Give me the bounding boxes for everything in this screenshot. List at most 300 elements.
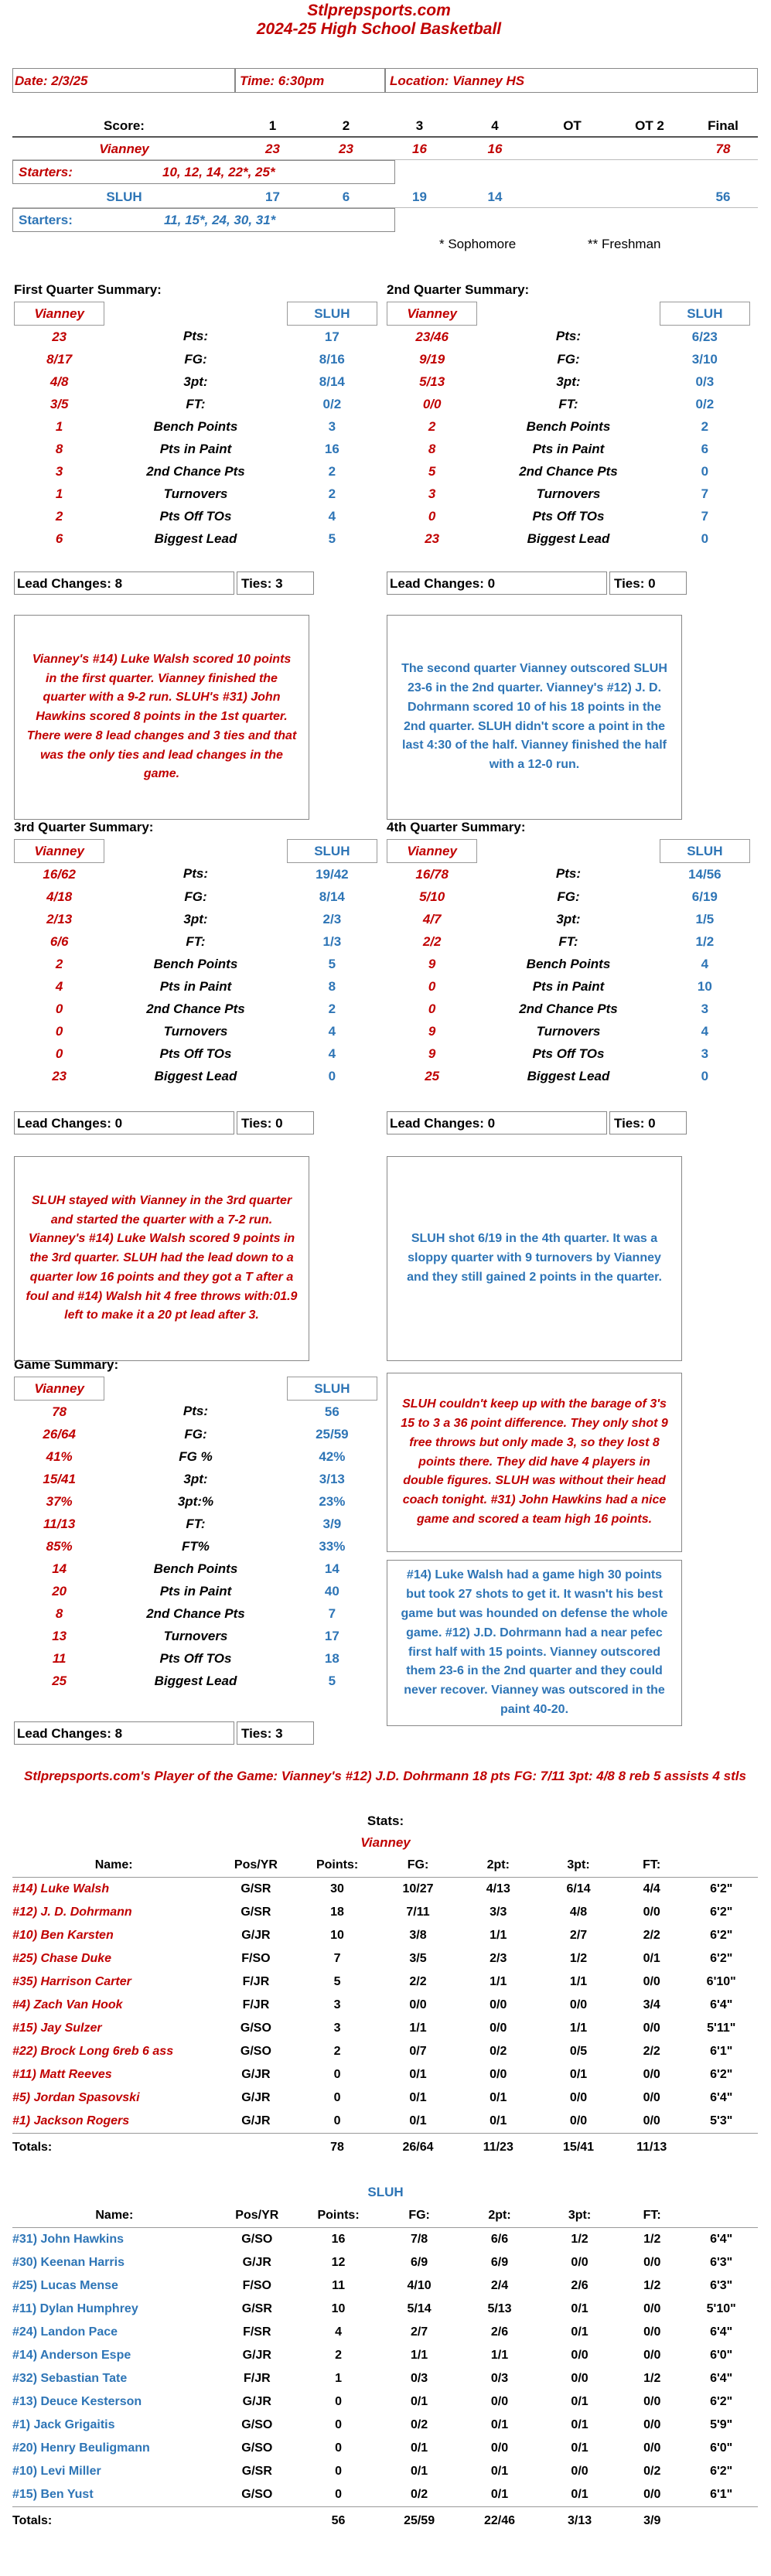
player-stat: 0/1: [409, 2114, 427, 2127]
table-row: [12, 1994, 758, 2017]
game-date: Date: 2/3/25: [15, 73, 88, 88]
player-stat: 6'4": [710, 2372, 733, 2385]
vianney-header-cell: 3pt:: [538, 1854, 619, 1878]
quarter2-away-value: 0: [701, 531, 709, 546]
quarter2-row: [387, 527, 750, 550]
quarter3-row: [15, 1020, 377, 1042]
quarter1-away-value: 5: [328, 531, 336, 546]
sluh-header-cell: FT:: [619, 2204, 684, 2228]
player-stat: 0/0: [569, 1998, 588, 2011]
sluh-total-cell: Totals:: [12, 2507, 217, 2536]
player-stat: 1/1: [490, 1975, 507, 1988]
quarter3-title: 3rd Quarter Summary:: [14, 820, 154, 834]
quarter3-away-value: 8/14: [319, 889, 345, 904]
quarter4-row: [387, 885, 750, 908]
player-stat: 0/1: [490, 2091, 507, 2104]
player-stat: 2/7: [410, 2325, 428, 2339]
player-name: #25) Chase Duke: [12, 1952, 112, 1965]
quarter2-row: [387, 460, 750, 483]
sluh-header-cell: [684, 2204, 758, 2228]
sluh-totals-row: [12, 2507, 758, 2536]
player-stat: 0/0: [490, 1998, 507, 2011]
score-header-cell: 4: [491, 118, 499, 133]
quarter2-home-value: 0: [428, 508, 436, 524]
player-stat: 6'2": [710, 2465, 733, 2478]
table-row: [12, 2414, 758, 2437]
sluh-total-cell: 3/13: [540, 2507, 619, 2536]
player-stat: G/JR: [241, 2091, 271, 2104]
quarter3-stat-label: Turnovers: [163, 1023, 228, 1039]
player-stat: 6'2": [710, 1952, 733, 1965]
player-stat: 0/7: [409, 2045, 427, 2058]
quarter4-blank: [477, 840, 660, 863]
quarter2-away-value: 0/2: [695, 396, 715, 411]
quarter2-stat-label: FG:: [557, 351, 580, 367]
player-stat: F/SO: [241, 1952, 271, 1965]
game-summary-row: [15, 1670, 377, 1692]
game-summary-away-value: 17: [324, 1628, 339, 1643]
table-row: [12, 1970, 758, 1994]
quarter3-row: [15, 998, 377, 1020]
quarter4-stat-label: 2nd Chance Pts: [519, 1001, 618, 1016]
quarter2-stat-label: 3pt:: [556, 374, 581, 389]
quarter2-lead-changes: Lead Changes: 0: [390, 576, 496, 591]
quarter1-away-value: 17: [324, 329, 339, 344]
player-stat: 0/2: [490, 2045, 507, 2058]
player-stat: 6'1": [710, 2045, 733, 2058]
player-name: #14) Anderson Espe: [12, 2349, 131, 2362]
quarter2-away-value: 0: [701, 463, 709, 479]
quarter4-home-value: 25: [425, 1068, 440, 1083]
quarter3-away-value: 2: [328, 1001, 336, 1016]
quarter1-away-value: 8/14: [319, 374, 345, 389]
game-summary-stat-label: FG %: [179, 1448, 213, 1464]
game-summary-home-value: 14: [52, 1561, 67, 1576]
quarter3-stat-label: Pts:: [183, 866, 209, 882]
quarter2-note: The second quarter Vianney outscored SLUH 23-6 in the 2nd quarter. Vianney's #12) J. D. Dohrmann scored 10 of his 18 points in the 2nd quarter. SLUH didn't score a point in the last 4:30 of the half. Vianney finished the half with a 12-0 run.: [387, 615, 682, 820]
away-starters-label: Starters:: [19, 213, 73, 227]
game-summary-away-value: 23%: [319, 1493, 346, 1509]
game-summary-home-value: 8: [55, 1605, 63, 1621]
game-summary-title: Game Summary:: [14, 1357, 119, 1372]
quarter1-lead-changes: Lead Changes: 8: [17, 576, 123, 591]
player-stat: 6'0": [710, 2441, 733, 2455]
player-stat: 3/8: [409, 1929, 427, 1942]
quarter2-home-value: 9/19: [419, 351, 445, 367]
player-stat: 0/1: [410, 2441, 428, 2455]
player-stat: G/JR: [242, 2395, 271, 2408]
quarter4-stat-label: 3pt:: [556, 911, 581, 926]
player-stat: G/JR: [242, 2349, 271, 2362]
game-summary-away-value: 33%: [319, 1538, 346, 1554]
quarter2-away-value: 6: [701, 441, 709, 456]
vianney-total-cell: [215, 2134, 296, 2162]
quarter4-home-value: 2/2: [422, 933, 442, 949]
player-stat: 0/2: [410, 2488, 428, 2501]
player-stat: 0/0: [643, 2114, 660, 2127]
quarter1-home-value: 3: [55, 463, 63, 479]
player-stat: 1/1: [409, 2022, 427, 2035]
game-summary-home-label: Vianney: [15, 1377, 104, 1401]
table-row: [12, 2437, 758, 2460]
quarter4-stat-label: Bench Points: [526, 956, 611, 971]
player-stat: 0: [333, 2091, 341, 2104]
vianney-header-cell: Pos/YR: [215, 1854, 296, 1878]
quarter2-stat-label: Biggest Lead: [527, 531, 610, 546]
player-stat: G/SR: [241, 1882, 271, 1895]
player-stat: 7/11: [406, 1906, 430, 1919]
game-lead-box: [14, 1721, 234, 1745]
table-row: [12, 2367, 758, 2390]
player-stat: 0/1: [571, 2418, 588, 2431]
quarter3-home-value: 6/6: [49, 933, 69, 949]
player-stat: 0/0: [643, 2418, 661, 2431]
sluh-total-cell: 56: [298, 2507, 379, 2536]
quarter2-home-value: 0/0: [422, 396, 442, 411]
player-stat: 0: [335, 2418, 342, 2431]
vianney-stats-table: [12, 1854, 758, 2161]
quarter1-blank: [104, 302, 287, 326]
game-summary-away-value: 42%: [319, 1448, 346, 1464]
vianney-header-cell: FT:: [619, 1854, 685, 1878]
game-summary-table: [14, 1377, 377, 1692]
quarter2-row: [387, 326, 750, 349]
quarter3-stat-label: Biggest Lead: [154, 1068, 237, 1083]
player-stat: G/SO: [241, 2233, 273, 2246]
game-location: Location: Vianney HS: [390, 73, 525, 88]
quarter1-stat-label: FG:: [184, 351, 207, 367]
quarter2-away-value: 2: [701, 418, 709, 434]
player-name: #11) Dylan Humphrey: [12, 2302, 138, 2315]
quarter1-note: Vianney's #14) Luke Walsh scored 10 points in the first quarter. Vianney finished the quarter with a 9-2 run. SLUH's #31) John Hawkins scored 8 points in the 1st quarter. There were 8 lead changes and 3 ties and that was the only ties and lead changes in the game.: [14, 615, 309, 820]
table-row: [12, 2086, 758, 2110]
player-stat: 0/0: [571, 2256, 588, 2269]
player-stat: 0/0: [643, 2395, 661, 2408]
quarter2-row: [387, 438, 750, 460]
player-stat: 0/0: [490, 2395, 509, 2408]
player-name: #12) J. D. Dohrmann: [12, 1906, 132, 1919]
player-stat: 4: [335, 2325, 342, 2339]
quarter2-row: [387, 348, 750, 370]
quarter3-away-value: 19/42: [316, 866, 349, 882]
player-stat: 6'4": [710, 2325, 733, 2339]
vianney-total-cell: 26/64: [378, 2134, 459, 2162]
away-starters: 11, 15*, 24, 30, 31*: [164, 213, 276, 227]
quarter4-home-value: 0: [428, 1001, 436, 1016]
game-summary-away-label: SLUH: [287, 1377, 377, 1401]
player-stat: 0/0: [571, 2465, 588, 2478]
table-row: [12, 2063, 758, 2086]
player-stat: 0/1: [490, 2418, 509, 2431]
quarter1-row: [15, 527, 377, 550]
player-stat: 0: [335, 2395, 342, 2408]
quarter3-row: [15, 1042, 377, 1065]
player-stat: 1/1: [410, 2349, 428, 2362]
player-stat: 5'11": [707, 2022, 736, 2035]
quarter1-row: [15, 438, 377, 460]
freshman-note: ** Freshman: [588, 237, 661, 251]
table-row: [12, 2251, 758, 2274]
sluh-total-cell: 22/46: [459, 2507, 540, 2536]
table-row: [12, 2110, 758, 2134]
quarter3-stat-label: FG:: [184, 889, 207, 904]
sluh-header-cell: 2pt:: [459, 2204, 540, 2228]
player-stat: 0/0: [643, 2325, 661, 2339]
quarter1-home-value: 4/8: [49, 374, 69, 389]
vianney-total-cell: 11/13: [619, 2134, 685, 2162]
quarter2-row: [387, 370, 750, 393]
quarter3-away-value: 5: [328, 956, 336, 971]
vianney-header-cell: [684, 1854, 758, 1878]
game-summary-stat-label: Bench Points: [153, 1561, 238, 1576]
quarter2-row: [387, 483, 750, 505]
player-stat: 3: [333, 2022, 341, 2035]
player-stat: 6'2": [710, 2068, 733, 2081]
score-header-cell: OT: [563, 118, 582, 133]
quarter4-stat-label: Turnovers: [536, 1023, 601, 1039]
table-row: [12, 2390, 758, 2414]
quarter2-blank: [477, 302, 660, 326]
player-of-the-game: Stlprepsports.com's Player of the Game: Vianney's #12) J.D. Dohrmann 18 pts FG: 7/11 3pt: 4/8 8 reb 5 assists 4 stls: [24, 1769, 746, 1783]
player-stat: 2/3: [490, 1952, 507, 1965]
away-score-cell: 56: [715, 189, 731, 204]
quarter3-home-value: 4: [55, 978, 63, 994]
game-summary-home-value: 78: [52, 1404, 67, 1419]
player-stat: 1/2: [571, 2233, 588, 2246]
score-header-cell: OT 2: [635, 118, 664, 133]
quarter4-lead-changes: Lead Changes: 0: [390, 1116, 496, 1131]
quarter3-lead-box: [14, 1111, 234, 1134]
quarter2-stat-label: 2nd Chance Pts: [519, 463, 618, 479]
player-stat: 2: [335, 2349, 342, 2362]
table-row: [12, 2483, 758, 2507]
vianney-total-cell: 78: [297, 2134, 378, 2162]
quarter1-stat-label: 2nd Chance Pts: [146, 463, 245, 479]
table-row: [12, 1924, 758, 1947]
score-header-cell: 1: [268, 118, 277, 133]
quarter1-away-value: 16: [324, 441, 339, 456]
player-stat: 6'4": [710, 1998, 733, 2011]
quarter4-stat-label: FG:: [557, 889, 580, 904]
player-stat: 0/0: [643, 2091, 660, 2104]
sluh-total-cell: 25/59: [379, 2507, 459, 2536]
player-stat: 1/2: [643, 2279, 661, 2292]
player-stat: F/SO: [242, 2279, 271, 2292]
stats-title: Stats:: [367, 1813, 404, 1828]
player-name: #5) Jordan Spasovski: [12, 2091, 140, 2104]
quarter4-stat-label: Pts:: [555, 866, 582, 882]
table-row: [12, 2460, 758, 2483]
quarter1-row: [15, 326, 377, 349]
quarter4-away-value: 4: [701, 1023, 709, 1039]
player-stat: 5'9": [710, 2418, 733, 2431]
game-summary-home-value: 85%: [46, 1538, 73, 1554]
quarter4-stat-label: Pts Off TOs: [532, 1046, 605, 1061]
home-score-cell: 16: [412, 142, 427, 156]
player-stat: 1: [335, 2372, 342, 2385]
quarter1-away-value: 0/2: [322, 396, 342, 411]
player-stat: 6'2": [710, 2395, 733, 2408]
player-stat: 5: [333, 1975, 341, 1988]
player-stat: 4/13: [486, 1882, 510, 1895]
game-summary-away-value: 25/59: [316, 1426, 349, 1442]
game-summary-home-value: 11/13: [43, 1516, 76, 1531]
quarter2-home-label: Vianney: [387, 302, 477, 326]
player-stat: 0/0: [643, 2302, 661, 2315]
player-stat: 0/0: [643, 1975, 660, 1988]
player-stat: 1/2: [643, 2372, 661, 2385]
player-stat: 6/9: [490, 2256, 509, 2269]
player-stat: 6'4": [710, 2233, 733, 2246]
player-name: #15) Ben Yust: [12, 2488, 94, 2501]
sluh-header-cell: Points:: [298, 2204, 379, 2228]
quarter3-home-label: Vianney: [15, 840, 104, 863]
quarter4-row: [387, 1020, 750, 1042]
quarter2-home-value: 3: [428, 486, 436, 501]
game-summary-row: [15, 1602, 377, 1625]
quarter4-away-value: 3: [701, 1001, 709, 1016]
player-stat: 0: [335, 2465, 342, 2478]
quarter1-row: [15, 460, 377, 483]
sluh-total-cell: [217, 2507, 298, 2536]
quarter2-stat-label: FT:: [558, 396, 578, 411]
quarter2-title: 2nd Quarter Summary:: [387, 282, 530, 297]
player-name: #22) Brock Long 6reb 6 ass: [12, 2045, 174, 2058]
quarter3-home-value: 23: [52, 1068, 67, 1083]
game-summary-away-value: 14: [324, 1561, 339, 1576]
player-stat: 0/0: [643, 2022, 660, 2035]
quarter3-home-value: 0: [55, 1023, 63, 1039]
quarter4-home-value: 9: [428, 1023, 436, 1039]
player-name: #31) John Hawkins: [12, 2233, 125, 2246]
away-score-cell: 6: [342, 189, 350, 204]
quarter4-away-value: 4: [701, 956, 709, 971]
player-name: #1) Jackson Rogers: [12, 2114, 130, 2127]
quarter1-row: [15, 505, 377, 527]
sluh-header-row: [12, 2204, 758, 2228]
quarter2-away-value: 3/10: [691, 351, 718, 367]
player-stat: 10: [331, 2302, 346, 2315]
game-summary-away-value: 18: [324, 1650, 339, 1666]
player-stat: 2/6: [571, 2279, 588, 2292]
table-row: [12, 1878, 758, 1902]
quarter1-row: [15, 393, 377, 415]
game-summary-home-value: 13: [52, 1628, 67, 1643]
player-name: #1) Jack Grigaitis: [12, 2418, 115, 2431]
quarter1-title: First Quarter Summary:: [14, 282, 162, 297]
quarter4-away-value: 6/19: [691, 889, 718, 904]
quarter4-row: [387, 1065, 750, 1087]
quarter4-home-value: 4/7: [422, 911, 442, 926]
table-row: [12, 2344, 758, 2367]
game-summary-row: [15, 1535, 377, 1558]
player-name: #11) Matt Reeves: [12, 2068, 112, 2081]
game-summary-stat-label: Pts in Paint: [159, 1583, 232, 1598]
player-stat: 6'3": [710, 2279, 733, 2292]
game-summary-home-value: 25: [52, 1673, 67, 1688]
sluh-total-cell: 3/9: [619, 2507, 684, 2536]
sluh-header-cell: Name:: [12, 2204, 217, 2228]
quarter3-stat-label: 2nd Chance Pts: [146, 1001, 245, 1016]
location-box: [385, 68, 758, 93]
player-stat: 0/0: [569, 2091, 588, 2104]
game-summary-away-value: 7: [328, 1605, 336, 1621]
quarter2-away-label: SLUH: [660, 302, 749, 326]
player-stat: 1/1: [569, 1975, 588, 1988]
quarter2-home-value: 5/13: [419, 374, 445, 389]
player-stat: 4/8: [569, 1906, 588, 1919]
quarter1-home-value: 1: [55, 486, 63, 501]
quarter4-row: [387, 930, 750, 953]
player-stat: 6'4": [710, 2091, 733, 2104]
game-summary-away-value: 56: [324, 1404, 339, 1419]
quarter1-row: [15, 415, 377, 438]
game-summary-stat-label: Biggest Lead: [154, 1673, 237, 1688]
player-name: #10) Levi Miller: [12, 2465, 101, 2478]
player-stat: 0/0: [643, 2441, 661, 2455]
away-score-cell: 14: [487, 189, 503, 204]
table-row: [12, 2040, 758, 2063]
game-summary-row: [15, 1513, 377, 1535]
sophomore-note: * Sophomore: [439, 237, 517, 251]
player-stat: 1/1: [490, 2349, 509, 2362]
quarter4-lead-box: [387, 1111, 607, 1134]
quarter2-home-value: 5: [428, 463, 436, 479]
quarter3-away-value: 2/3: [322, 911, 342, 926]
quarter3-away-value: 0: [328, 1068, 336, 1083]
quarter2-home-value: 23/46: [415, 329, 449, 344]
quarter3-row: [15, 885, 377, 908]
table-row: [12, 1901, 758, 1924]
player-stat: 6'1": [710, 2488, 733, 2501]
quarter3-row: [15, 953, 377, 975]
quarter4-row: [387, 953, 750, 975]
quarter1-away-value: 2: [328, 486, 336, 501]
quarter3-stat-label: Bench Points: [153, 956, 238, 971]
home-starters-box: [12, 160, 395, 184]
quarter4-stat-label: FT:: [558, 933, 578, 949]
vianney-team-title: Vianney: [360, 1835, 411, 1850]
player-stat: 0: [335, 2488, 342, 2501]
player-stat: 1/1: [490, 1929, 507, 1942]
home-starters-label: Starters:: [19, 165, 73, 179]
game-summary-blank: [104, 1377, 287, 1401]
vianney-totals-row: [12, 2134, 758, 2162]
player-stat: 0/1: [571, 2395, 588, 2408]
player-stat: 6'0": [710, 2349, 733, 2362]
player-stat: 6'2": [710, 1882, 733, 1895]
quarter1-stat-label: Pts:: [183, 329, 209, 344]
player-stat: 2/6: [490, 2325, 509, 2339]
player-stat: 6'3": [710, 2256, 733, 2269]
table-row: [12, 2274, 758, 2298]
player-stat: G/SO: [241, 2441, 273, 2455]
quarter2-away-value: 7: [701, 486, 709, 501]
player-stat: 0/0: [490, 2068, 507, 2081]
game-summary-stat-label: FG:: [184, 1426, 207, 1442]
player-stat: 3/3: [490, 1906, 507, 1919]
score-header-cell: Score:: [104, 118, 145, 133]
player-stat: 3: [333, 1998, 341, 2011]
player-stat: G/JR: [241, 1929, 271, 1942]
player-stat: 1/2: [643, 2233, 661, 2246]
player-name: #35) Harrison Carter: [12, 1975, 131, 1988]
quarter4-row: [387, 1042, 750, 1065]
quarter1-stat-label: Biggest Lead: [154, 531, 237, 546]
quarter2-away-value: 6/23: [691, 329, 718, 344]
player-stat: 0/3: [490, 2372, 509, 2385]
player-stat: G/SO: [241, 2488, 273, 2501]
